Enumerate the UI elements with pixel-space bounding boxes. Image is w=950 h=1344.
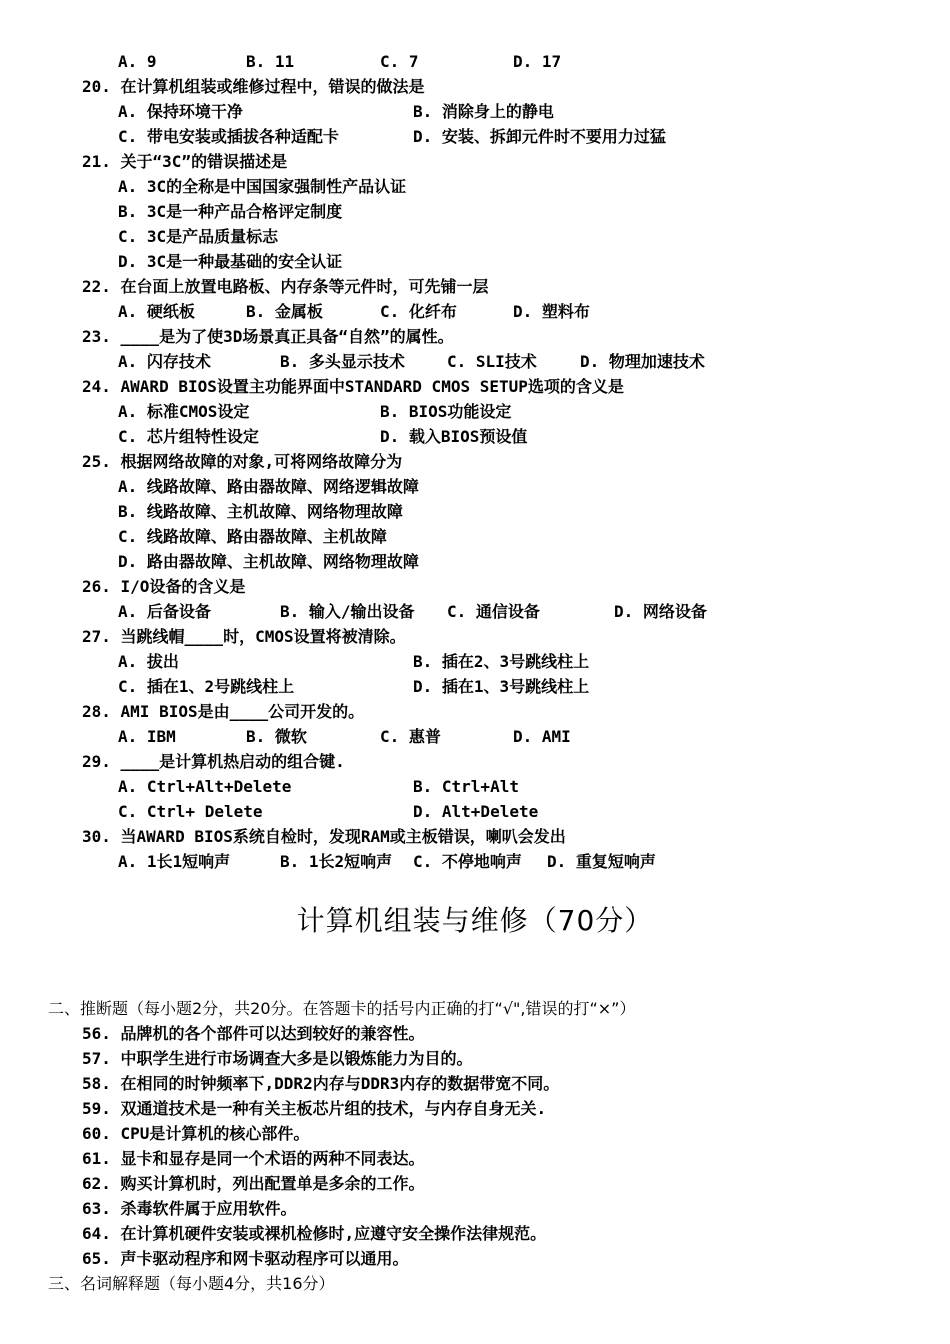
section3-heading: 三、名词解释题（每小题4分，共16分） <box>48 1274 335 1293</box>
judgement-item: 62. 购买计算机时，列出配置单是多余的工作。 <box>82 1174 425 1193</box>
q21-option-a: A. 3C的全称是中国国家强制性产品认证 <box>118 177 407 196</box>
q19-options <box>0 49 950 74</box>
q20-option-d: D. 安装、拆卸元件时不要用力过猛 <box>413 127 666 146</box>
q28-option-c: C. 惠普 <box>380 727 441 746</box>
option-b: B. 11 <box>246 52 295 71</box>
q26-option-d: D. 网络设备 <box>614 602 707 621</box>
q24-option-c: C. 芯片组特性设定 <box>118 427 259 446</box>
q25-option-d: D. 路由器故障、主机故障、网络物理故障 <box>118 552 419 571</box>
q23-option-b: B. 多头显示技术 <box>280 352 405 371</box>
judgement-item: 60. CPU是计算机的核心部件。 <box>82 1124 310 1143</box>
judgement-item: 57. 中职学生进行市场调查大多是以锻炼能力为目的。 <box>82 1049 473 1068</box>
judgement-item: 63. 杀毒软件属于应用软件。 <box>82 1199 297 1218</box>
q21-option-c: C. 3C是产品质量标志 <box>118 227 279 246</box>
q21-option-b: B. 3C是一种产品合格评定制度 <box>118 202 343 221</box>
q22-stem: 22. 在台面上放置电路板、内存条等元件时，可先铺一层 <box>82 277 489 296</box>
q28-option-b: B. 微软 <box>246 727 307 746</box>
q30-stem: 30. 当AWARD BIOS系统自检时，发现RAM或主板错误，喇叭会发出 <box>82 827 566 846</box>
q25-option-c: C. 线路故障、路由器故障、主机故障 <box>118 527 387 546</box>
q30-option-b: B. 1长2短响声 <box>280 852 393 871</box>
q30-option-c: C. 不停地响声 <box>413 852 522 871</box>
q28-stem: 28. AMI BIOS是由____公司开发的。 <box>82 702 365 721</box>
q24-stem: 24. AWARD BIOS设置主功能界面中STANDARD CMOS SETUP选项的含义是 <box>82 377 624 396</box>
q24-option-d: D. 载入BIOS预设值 <box>380 427 528 446</box>
q23-option-d: D. 物理加速技术 <box>580 352 705 371</box>
q20-option-c: C. 带电安装或插拔各种适配卡 <box>118 127 339 146</box>
judgement-item: 65. 声卡驱动程序和网卡驱动程序可以通用。 <box>82 1249 409 1268</box>
q22-option-d: D. 塑料布 <box>513 302 590 321</box>
q25-stem: 25. 根据网络故障的对象,可将网络故障分为 <box>82 452 403 471</box>
q27-option-a: A. 拔出 <box>118 652 179 671</box>
q26-option-a: A. 后备设备 <box>118 602 211 621</box>
q22-option-b: B. 金属板 <box>246 302 323 321</box>
q23-stem: 23. ____是为了使3D场景真正具备“自然”的属性。 <box>82 327 454 346</box>
q29-option-c: C. Ctrl+ Delete <box>118 802 263 821</box>
judgement-item: 59. 双通道技术是一种有关主板芯片组的技术，与内存自身无关. <box>82 1099 547 1118</box>
q25-option-a: A. 线路故障、路由器故障、网络逻辑故障 <box>118 477 419 496</box>
option-d: D. 17 <box>513 52 562 71</box>
exam-title: 计算机组装与维修（70分） <box>296 904 654 937</box>
judgement-item: 56. 品牌机的各个部件可以达到较好的兼容性。 <box>82 1024 425 1043</box>
q22-option-a: A. 硬纸板 <box>118 302 195 321</box>
q27-stem: 27. 当跳线帽____时，CMOS设置将被清除。 <box>82 627 406 646</box>
q26-option-c: C. 通信设备 <box>447 602 540 621</box>
option-a: A. 9 <box>118 52 157 71</box>
judgement-item: 61. 显卡和显存是同一个术语的两种不同表达。 <box>82 1149 425 1168</box>
q23-option-a: A. 闪存技术 <box>118 352 211 371</box>
q23-option-c: C. SLI技术 <box>447 352 537 371</box>
q27-option-b: B. 插在2、3号跳线柱上 <box>413 652 590 671</box>
q27-option-d: D. 插在1、3号跳线柱上 <box>413 677 590 696</box>
q29-option-a: A. Ctrl+Alt+Delete <box>118 777 292 796</box>
judgement-item: 58. 在相同的时钟频率下,DDR2内存与DDR3内存的数据带宽不同。 <box>82 1074 560 1093</box>
q30-option-d: D. 重复短响声 <box>547 852 656 871</box>
q20-option-a: A. 保持环境干净 <box>118 102 243 121</box>
q20-stem: 20. 在计算机组装或维修过程中，错误的做法是 <box>82 77 425 96</box>
q26-option-b: B. 输入/输出设备 <box>280 602 415 621</box>
q21-stem: 21. 关于“3C”的错误描述是 <box>82 152 288 171</box>
q27-option-c: C. 插在1、2号跳线柱上 <box>118 677 295 696</box>
q29-option-d: D. Alt+Delete <box>413 802 539 821</box>
option-c: C. 7 <box>380 52 419 71</box>
q25-option-b: B. 线路故障、主机故障、网络物理故障 <box>118 502 403 521</box>
q24-option-b: B. BIOS功能设定 <box>380 402 512 421</box>
q20-option-b: B. 消除身上的静电 <box>413 102 554 121</box>
judgement-item: 64. 在计算机硬件安装或裸机检修时,应遵守安全操作法律规范。 <box>82 1224 547 1243</box>
q21-option-d: D. 3C是一种最基础的安全认证 <box>118 252 343 271</box>
q28-option-a: A. IBM <box>118 727 176 746</box>
q22-option-c: C. 化纤布 <box>380 302 457 321</box>
q29-option-b: B. Ctrl+Alt <box>413 777 519 796</box>
q28-option-d: D. AMI <box>513 727 571 746</box>
q26-stem: 26. I/O设备的含义是 <box>82 577 246 596</box>
section2-heading: 二、推断题（每小题2分，共20分。在答题卡的括号内正确的打“√",错误的打“×”） <box>48 999 636 1018</box>
q30-option-a: A. 1长1短响声 <box>118 852 231 871</box>
q29-stem: 29. ____是计算机热启动的组合键. <box>82 752 345 771</box>
q24-option-a: A. 标准CMOS设定 <box>118 402 250 421</box>
